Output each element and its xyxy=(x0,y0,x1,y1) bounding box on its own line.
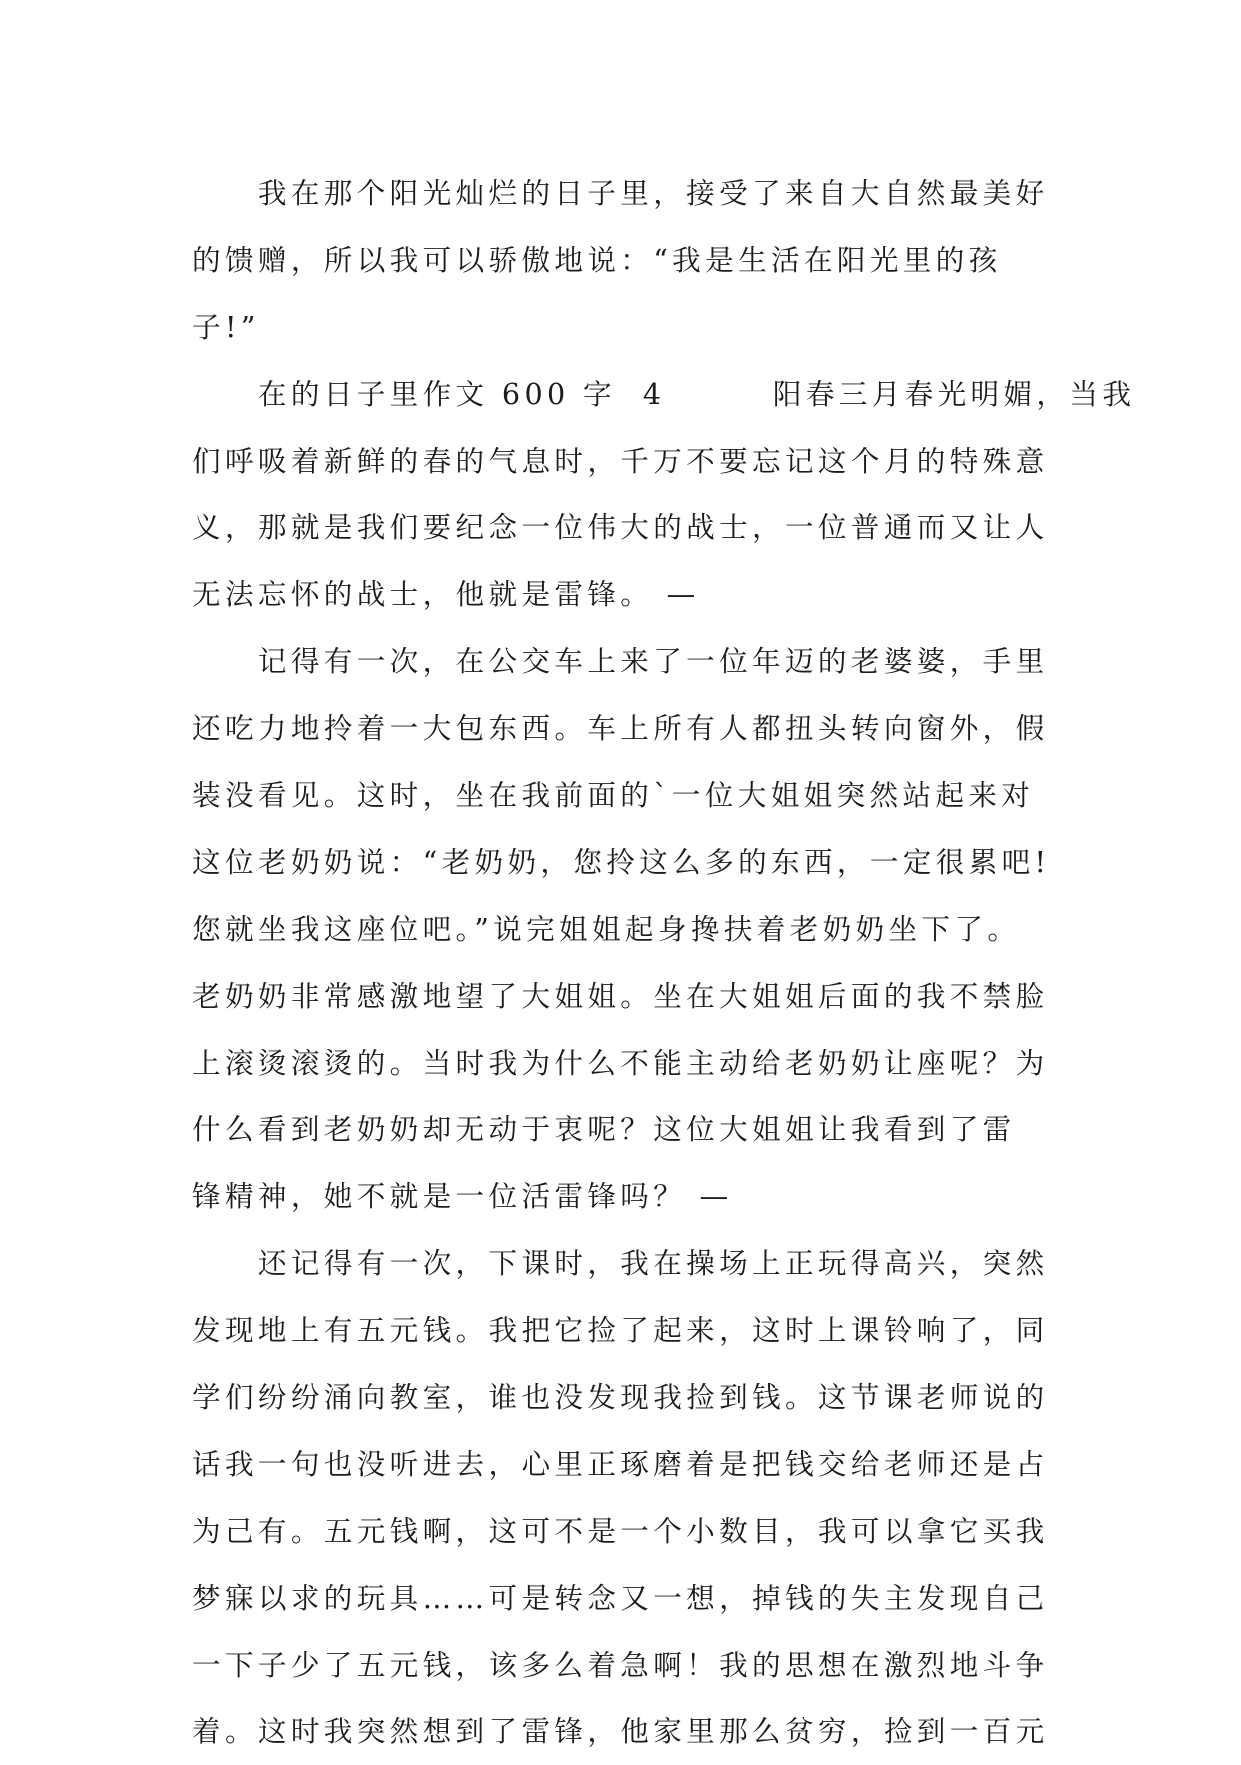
text-line: 您就坐我这座位吧。”说完姐姐起身搀扶着老奶奶坐下了。 xyxy=(192,911,1021,946)
text-line: 记得有一次，在公交车上来了一位年迈的老婆婆，手里 xyxy=(192,644,1049,679)
text-line: 学们纷纷涌向教室，谁也没发现我捡到钱。这节课老师说的 xyxy=(192,1380,1049,1415)
text-line: 我在那个阳光灿烂的日子里，接受了来自大自然最美好 xyxy=(192,176,1049,210)
text-line: 还记得有一次，下课时，我在操场上正玩得高兴，突然 xyxy=(192,1246,1049,1281)
text-line: 话我一句也没听进去，心里正琢磨着是把钱交给老师还是占 xyxy=(192,1446,1049,1481)
text-line: 子!” xyxy=(192,309,260,344)
text-line: 这位老奶奶说：“老奶奶，您拎这么多的东西，一定很累吧! xyxy=(192,844,1051,879)
text-line: 们呼吸着新鲜的春的气息时，千万不要忘记这个月的特殊意 xyxy=(192,443,1049,478)
text-line: 无法忘怀的战士，他就是雷锋。 — xyxy=(192,577,700,612)
text-line: 老奶奶非常感激地望了大姐姐。坐在大姐姐后面的我不禁脸 xyxy=(192,978,1049,1013)
text-line: 梦寐以求的玩具……可是转念又一想，掉钱的失主发现自己 xyxy=(192,1580,1049,1615)
text-line: 一下子少了五元钱，该多么着急啊！我的思想在激烈地斗争 xyxy=(192,1647,1049,1682)
text-line: 什么看到老奶奶却无动于衷呢？这位大姐姐让我看到了雷 xyxy=(192,1112,1016,1147)
text-line: 锋精神，她不就是一位活雷锋吗？ — xyxy=(192,1179,733,1214)
text-line: 还吃力地拎着一大包东西。车上所有人都扭头转向窗外，假 xyxy=(192,711,1049,746)
text-line: 义，那就是我们要纪念一位伟大的战士，一位普通而又让人 xyxy=(192,510,1049,545)
text-line: 装没看见。这时，坐在我前面的`一位大姐姐突然站起来对 xyxy=(192,778,1035,813)
text-line: 为己有。五元钱啊，这可不是一个小数目，我可以拿它买我 xyxy=(192,1513,1049,1548)
body-text xyxy=(192,160,1136,1765)
text-line: 的馈赠，所以我可以骄傲地说：“我是生活在阳光里的孩 xyxy=(192,242,1002,277)
text-line: 着。这时我突然想到了雷锋，他家里那么贫穷，捡到一百元 xyxy=(192,1714,1049,1749)
text-line: 上滚烫滚烫的。当时我为什么不能主动给老奶奶让座呢？为 xyxy=(192,1045,1049,1080)
text-line: 发现地上有五元钱。我把它捡了起来，这时上课铃响了，同 xyxy=(192,1313,1049,1348)
section-heading-line: 在的日子里作文 600 字 4 阳春三月春光明媚，当我 xyxy=(192,376,1136,411)
